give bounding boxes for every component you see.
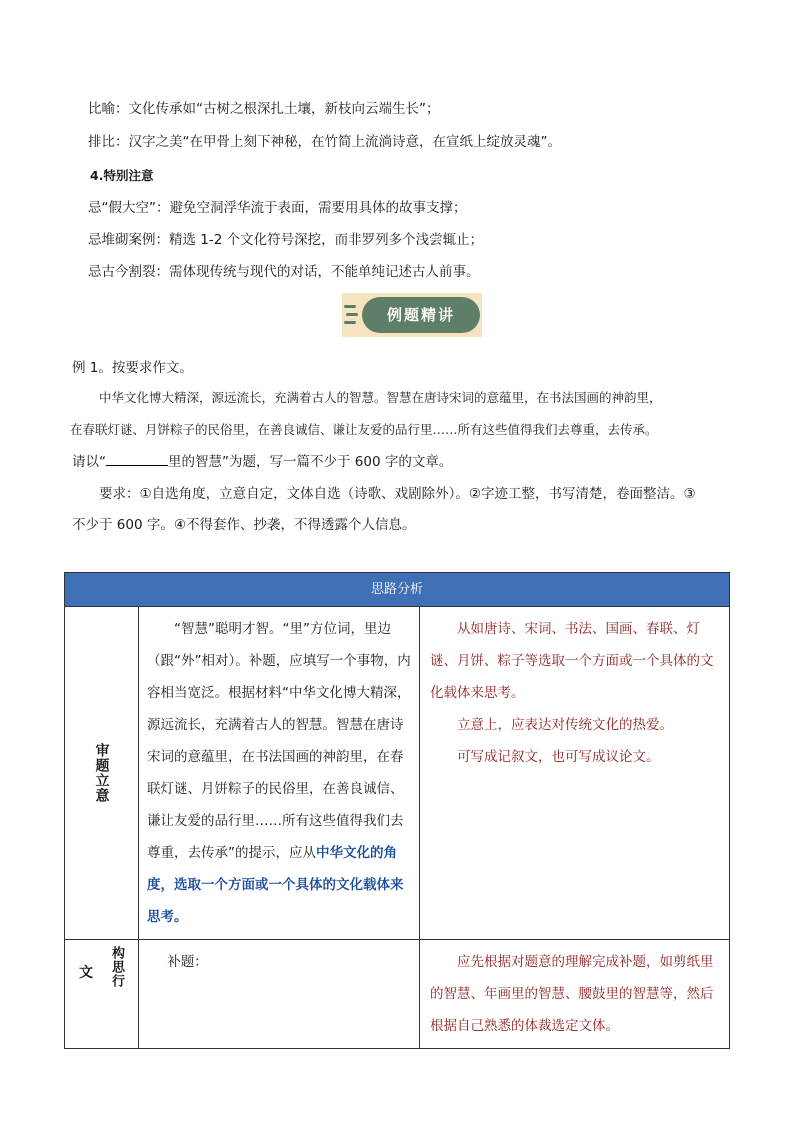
table-header: 思路分析 <box>65 573 730 607</box>
analysis-right-paragraph: 可写成记叙文，也可写成议论文。 <box>457 749 660 765</box>
analysis-right-cell <box>420 607 730 940</box>
section-banner <box>342 293 482 337</box>
requirement-line: 不少于 600 字。④不得套作、抄袭，不得透露个人信息。 <box>72 517 416 533</box>
material-line: 在春联灯谜、月饼粽子的民俗里，在善良诚信、谦让友爱的品行里……所有这些值得我们去尊重，去传承。 <box>70 422 658 437</box>
analysis-left-cell <box>139 607 420 940</box>
intro-line-parallelism: 排比：汉字之美“在甲骨上刻下神秘，在竹简上流淌诗意，在宣纸上绽放灵魂”。 <box>88 134 561 150</box>
prompt-line <box>72 451 452 472</box>
notice-heading: 4.特别注意 <box>90 168 154 183</box>
analysis-left-text: “智慧”聪明才智。“里”方位词，里边（跟“外”相对）。补题，应填写一个事物，内容相当宽泛。根据材料“中华文化博大精深，源远流长，充满着古人的智慧。智慧在唐诗宋词的意蕴里，在书法国画的神韵里，在春联灯谜、月饼粽子的民俗里，在善良诚信、谦让友爱的品行里……所有这些值得我们去尊重，去传承”的提示，应从 <box>147 621 411 861</box>
row-label-cell <box>65 607 139 940</box>
title-blank <box>106 451 168 466</box>
banner-label: 例题精讲 <box>362 297 480 333</box>
notice-item: 忌“假大空”：避免空洞浮华流于表面，需要用具体的故事支撑； <box>88 200 467 216</box>
row-label: 审题立意 <box>93 743 110 803</box>
row-label-inner: 构思行 <box>109 946 124 988</box>
notice-item: 忌堆砌案例：精选 1-2 个文化符号深挖，而非罗列多个浅尝辄止； <box>88 232 484 248</box>
analysis-highlight: 中华文化的角度，选取一个方面或一个具体的文化载体来思考。 <box>147 845 404 925</box>
row-label-outer: 文 <box>79 965 93 981</box>
row-label-cell <box>65 940 139 1049</box>
structure-left-cell <box>139 940 420 1049</box>
analysis-right-paragraph: 从如唐诗、宋词、书法、国画、春联、灯谜、月饼、粽子等选取一个方面或一个具体的文化载体来思考。 <box>430 621 714 701</box>
banner-dash-icon <box>346 313 358 316</box>
banner-dash-icon <box>344 305 356 308</box>
intro-line-metaphor: 比喻：文化传承如“古树之根深扎土壤，新枝向云端生长”； <box>88 101 440 117</box>
structure-right-paragraph: 应先根据对题意的理解完成补题，如剪纸里的智慧、年画里的智慧、腰鼓里的智慧等，然后根据自己熟悉的体裁选定文体。 <box>430 954 714 1034</box>
prompt-suffix: 里的智慧”为题，写一篇不少于 600 字的文章。 <box>168 454 453 470</box>
structure-left-text: 补题： <box>167 954 208 970</box>
notice-item: 忌古今割裂：需体现传统与现代的对话，不能单纯记述古人前事。 <box>88 264 480 280</box>
structure-right-cell <box>420 940 730 1049</box>
material-line: 中华文化博大精深，源远流长，充满着古人的智慧。智慧在唐诗宋词的意蕴里，在书法国画的神韵里， <box>99 390 662 405</box>
analysis-table <box>64 572 730 1049</box>
banner-dash-icon <box>344 321 356 324</box>
prompt-prefix: 请以“ <box>72 454 106 470</box>
example-title: 例 1。按要求作文。 <box>72 360 193 376</box>
requirement-line: 要求：①自选角度，立意自定，文体自选（诗歌、戏剧除外）。②字迹工整，书写清楚，卷面整洁。③ <box>99 486 696 502</box>
analysis-right-paragraph: 立意上，应表达对传统文化的热爱。 <box>457 717 673 733</box>
